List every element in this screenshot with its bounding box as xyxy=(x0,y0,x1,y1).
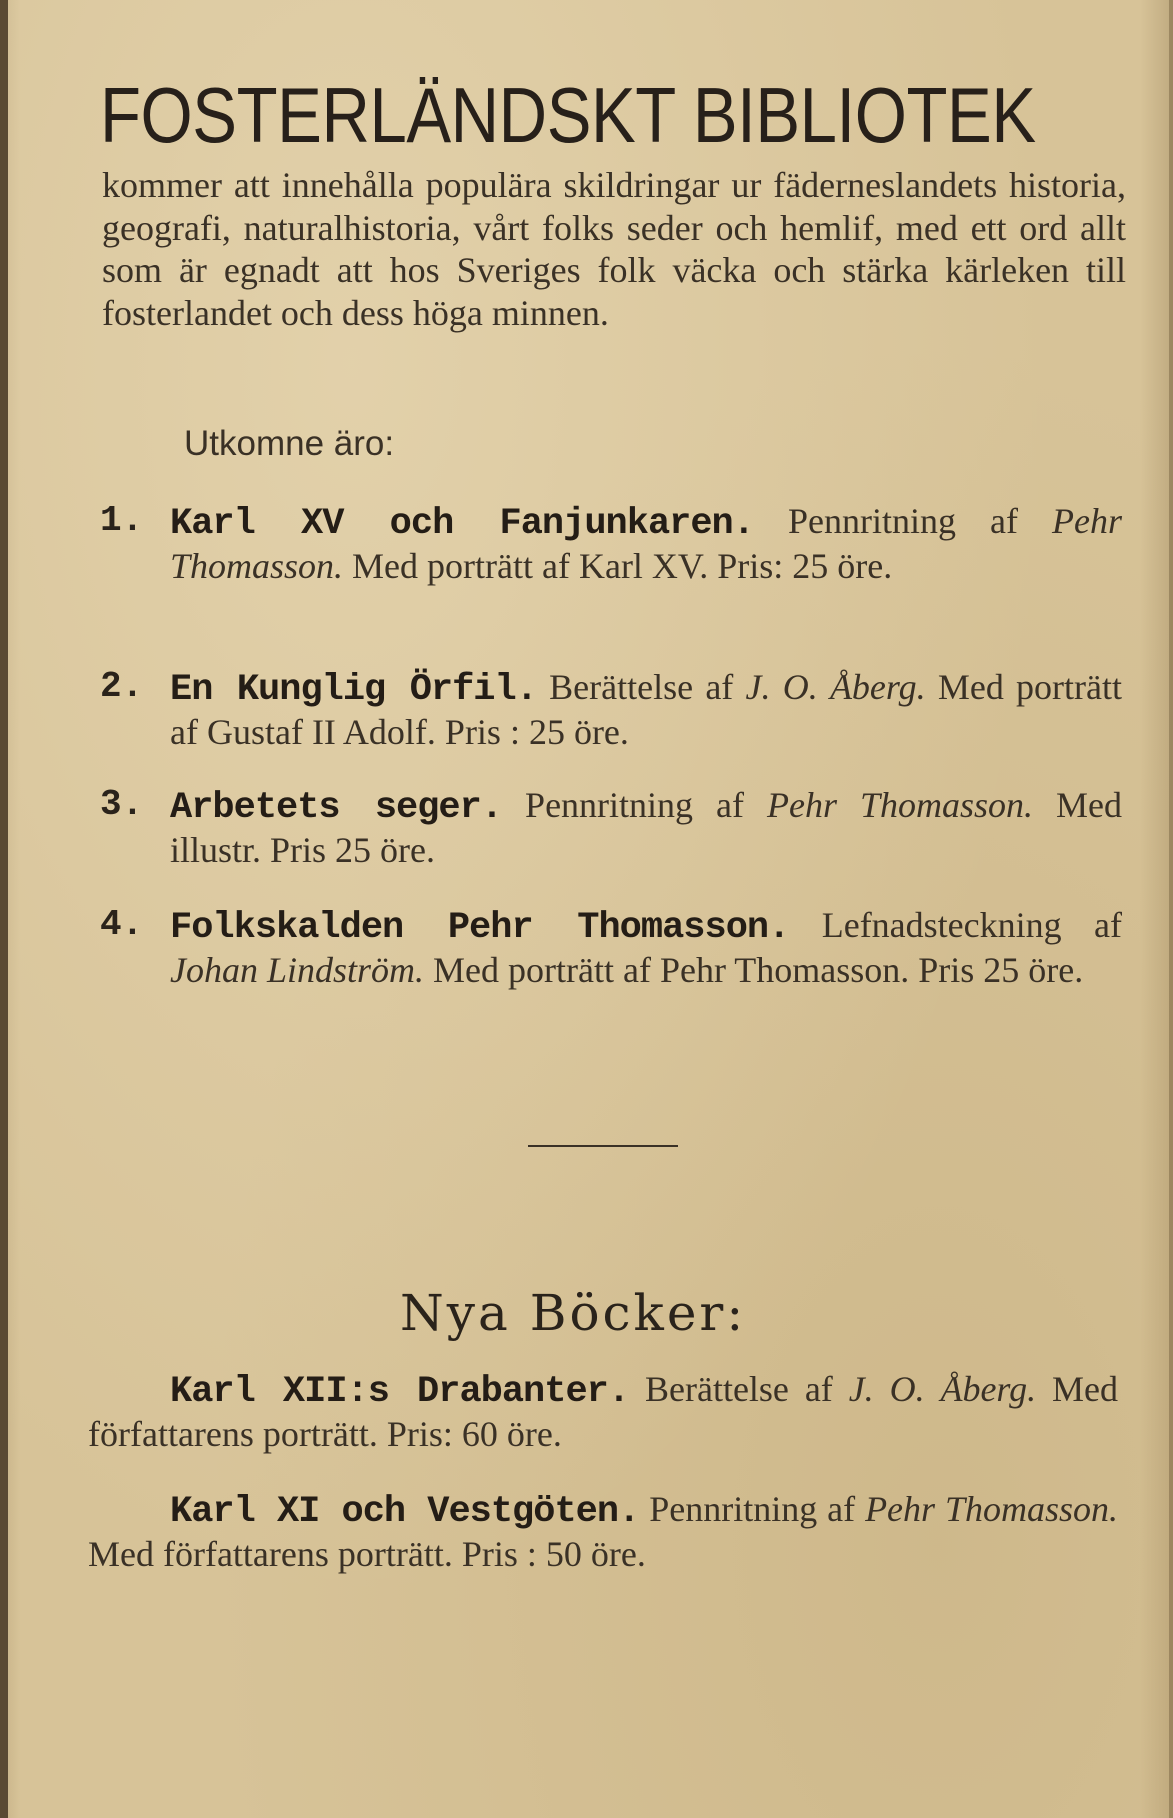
book-description: Lefnadsteckning af xyxy=(821,905,1122,945)
new-books-heading: Nya Böcker: xyxy=(400,1284,747,1342)
book-description: Pennritning af xyxy=(788,501,1018,541)
book-details: Med författarens porträtt. Pris: 60 öre. xyxy=(88,1369,1119,1454)
book-details: Med författarens porträtt. Pris : 50 öre. xyxy=(88,1534,646,1574)
book-description: Berättelse af xyxy=(549,667,734,707)
book-description: Pennritning af xyxy=(525,785,744,825)
new-book-entry xyxy=(88,1488,1118,1575)
book-author: Pehr Thomasson. xyxy=(865,1489,1119,1529)
book-number: 3. xyxy=(100,784,144,825)
book-title: Karl XV och Fanjunkaren. xyxy=(170,503,754,545)
book-title: Karl XI och Vestgöten. xyxy=(170,1491,640,1533)
available-heading: Utkomne äro: xyxy=(184,424,395,463)
book-details: Med porträtt af Gustaf II Adolf. Pris : 25 öre. xyxy=(170,667,1123,752)
book-title: Folkskalden Pehr Thomasson. xyxy=(170,907,790,949)
book-description: Berättelse af xyxy=(644,1369,833,1409)
series-intro: kommer att innehålla populära skildringar ur fäderneslandets historia, geografi, naturalhistoria, vårt folks seder och hemlif, med ett ord allt som är egnadt att hos Sveriges folk väcka och stärka kärleken till fosterlandet och dess höga minnen. xyxy=(102,165,1126,333)
book-details: Med porträtt af Pehr Thomasson. Pris 25 öre. xyxy=(433,950,1084,990)
book-title: Karl XII:s Drabanter. xyxy=(170,1371,630,1413)
book-author: Johan Lindström. xyxy=(170,950,425,990)
book-number: 4. xyxy=(100,904,144,945)
book-text xyxy=(170,904,1122,991)
book-number: 1. xyxy=(100,500,144,541)
section-divider xyxy=(528,1145,678,1147)
book-author: Pehr Thomasson. xyxy=(767,785,1034,825)
book-number: 2. xyxy=(100,666,144,707)
book-text xyxy=(170,666,1122,753)
new-book-entry xyxy=(88,1368,1118,1455)
book-author: J. O. Åberg. xyxy=(745,667,926,707)
book-title: Arbetets seger. xyxy=(170,787,503,829)
series-title: FOSTERLÄNDSKT BIBLIOTEK xyxy=(100,71,1036,159)
book-text xyxy=(170,500,1122,587)
book-author: J. O. Åberg. xyxy=(848,1369,1037,1409)
book-description: Pennritning af xyxy=(649,1489,856,1529)
book-details: Med illustr. Pris 25 öre. xyxy=(170,785,1123,870)
book-title: En Kunglig Örfil. xyxy=(170,669,537,711)
book-text xyxy=(170,784,1122,871)
book-author: Pehr Thomasson. xyxy=(170,501,1123,586)
book-details: Med porträtt af Karl XV. Pris: 25 öre. xyxy=(352,546,893,586)
